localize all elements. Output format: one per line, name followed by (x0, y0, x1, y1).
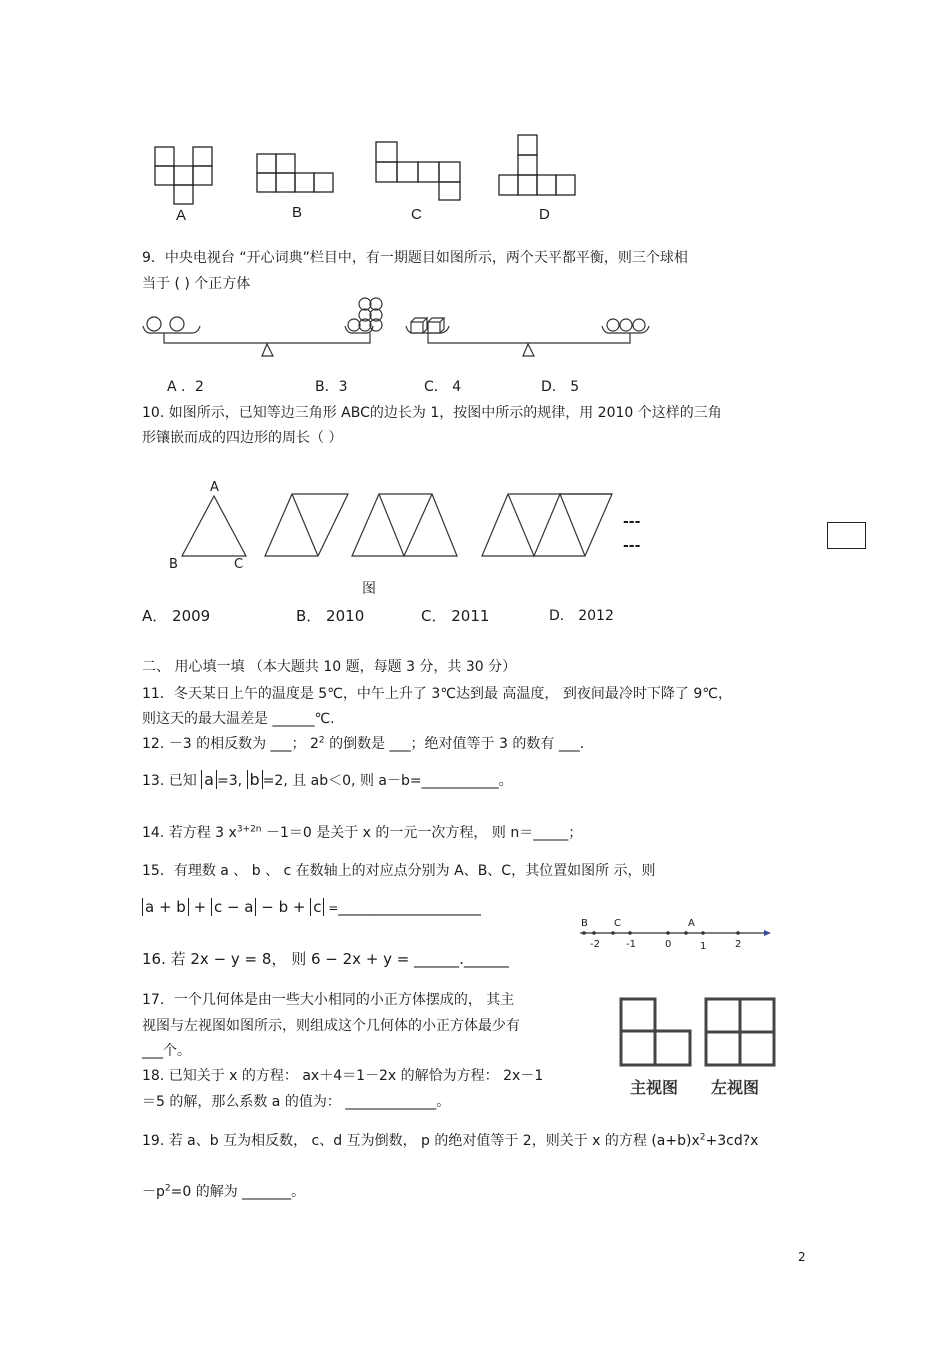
q9-text-line2: 当于 ( ) 个正方体 (142, 276, 251, 292)
q9-text-line1: 9．中央电视台 “开心词典”栏目中，有一期题目如图所示，两个天平都平衡，则三个球相 (142, 250, 688, 266)
q17-blank[interactable]: ___ (142, 1043, 163, 1059)
q18-blank[interactable]: _____________ (345, 1094, 437, 1110)
q16-blank[interactable]: ______.______ (414, 950, 509, 968)
continuation-dots-1: --- (623, 514, 641, 530)
q12-blank-3[interactable]: ___ (558, 736, 580, 752)
q9-option-b: B．3 (315, 379, 348, 395)
net-figure-a (150, 145, 220, 205)
q10-option-b: B． 2010 (296, 607, 365, 625)
q18-line2: ＝5 的解，那么系数 a 的值为： _____________。 (142, 1094, 451, 1110)
figure-caption: 图 (362, 581, 376, 597)
left-view-caption: 左视图 (711, 1078, 760, 1097)
q15-blank[interactable]: ___________________ (338, 898, 481, 916)
net-figure-d (497, 133, 583, 197)
axis-tick: -2 (590, 939, 600, 950)
q17-line3: ___个。 (142, 1043, 191, 1059)
option-label-a: A (176, 207, 187, 224)
axis-tick: 2 (735, 939, 742, 950)
q10-option-a: A． 2009 (142, 607, 211, 625)
q10-text-line2: 形镶嵌而成的四边形的周长（ ） (142, 430, 343, 446)
front-view-caption: 主视图 (630, 1078, 679, 1097)
answer-box (827, 522, 866, 549)
q19-line2: $-p^2=0$ 的解为 _______。 (142, 1183, 306, 1200)
axis-point-c: C (614, 918, 621, 929)
q10-option-c: C． 2011 (421, 607, 490, 625)
q12-line: 12. －3 的相反数为 ___； $2^2$ 的倒数是 ___；绝对值等于 3 的数有 ___. (142, 735, 585, 752)
page-number: 2 (798, 1250, 806, 1264)
q9-option-a: A ．2 (167, 379, 204, 395)
axis-point-b: B (581, 918, 588, 929)
q17-line2: 视图与左视图如图所示，则组成这个几何体的小正方体最少有 (142, 1018, 520, 1034)
net-figure-c (374, 140, 464, 202)
q9-option-d: D． 5 (541, 379, 580, 395)
triangle-vertex-b: B (169, 557, 178, 572)
q9-option-c: C． 4 (424, 379, 462, 395)
abs-b: b (247, 770, 263, 789)
axis-tick: 0 (665, 939, 672, 950)
three-view-figure (618, 996, 778, 1068)
axis-tick: 1 (700, 941, 707, 952)
triangle-vertex-a: A (210, 480, 219, 495)
q13-line: 13. 已知 a =3, b =2, 且 ab＜0, 则 a－b=___________。 (142, 770, 513, 789)
q19-blank[interactable]: _______ (242, 1184, 292, 1200)
triangle-pattern-figure (160, 478, 660, 598)
q10-option-d: D． 2012 (549, 608, 614, 624)
q14-blank[interactable]: _____ (533, 825, 569, 841)
q10-text-line1: 10. 如图所示，已知等边三角形 ABC的边长为 1，按图中所示的规律，用 2010 个这样的三角 (142, 405, 722, 421)
q12-blank-1[interactable]: ___ (270, 736, 292, 752)
q13-blank[interactable]: ___________ (421, 773, 499, 789)
abs-a: a (201, 770, 217, 789)
option-label-d: D (539, 206, 550, 223)
balance-scales-figure (140, 298, 670, 364)
number-line (578, 920, 773, 956)
continuation-dots-2: --- (623, 538, 641, 554)
option-label-b: B (292, 204, 303, 221)
triangle-vertex-c: C (234, 557, 244, 572)
q11-answer-blank[interactable]: ______ (272, 711, 315, 727)
q17-line1: 17．一个几何体是由一些大小相同的小正方体摆成的， 其主 (142, 992, 515, 1008)
q15-expression: a + b + c − a − b + c =___________________ (142, 898, 481, 916)
q12-blank-2[interactable]: ___ (389, 736, 411, 752)
q15-line1: 15．有理数 a 、 b 、 c 在数轴上的对应点分别为 A、B、C，其位置如图所 示，则 (142, 863, 656, 879)
q18-line1: 18. 已知关于 x 的方程： ax＋4＝1－2x 的解恰为方程： 2x－1 (142, 1068, 544, 1084)
q11-line1: 11．冬天某日上午的温度是 5℃，中午上升了 3℃达到最 高温度， 到夜间最冷时下降了 9℃， (142, 686, 732, 702)
section-heading: 二、 用心填一填 （本大题共 10 题，每题 3 分，共 30 分） (142, 659, 517, 675)
net-figure-b (255, 152, 335, 194)
axis-point-a: A (688, 918, 695, 929)
q14-line: 14. 若方程 3 $x^{3+2n} -1=0$ 是关于 x 的一元一次方程， 则 n＝_____； (142, 824, 583, 841)
q16-line: 16. 若 2x − y = 8， 则 6 − 2x + y = ______.______ (142, 950, 509, 968)
q11-line2: 则这天的最大温差是 ______℃. (142, 711, 335, 727)
option-label-c: C (411, 206, 422, 223)
q19-line1: 19. 若 a、b 互为相反数， c、d 互为倒数， p 的绝对值等于 2，则关于 x 的方程 $(a+b)x^2+3cd?x$ (142, 1132, 759, 1149)
axis-tick: -1 (626, 939, 636, 950)
